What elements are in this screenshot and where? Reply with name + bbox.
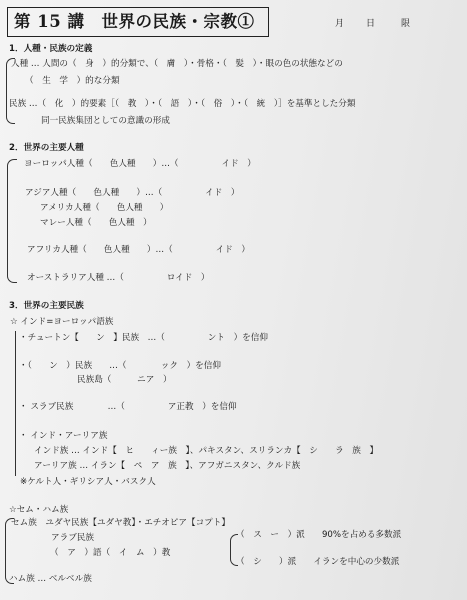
semito-hamitic-header: ☆セム・ハム族	[9, 505, 69, 515]
latin-islands-line: 民族島（ ニア ）	[77, 375, 172, 385]
section1-heading: 1．人種・民族の定義	[9, 44, 93, 54]
date-month: 月	[335, 19, 345, 29]
section2-heading: 2．世界の主要人種	[9, 143, 84, 153]
section3-heading: 3．世界の主要民族	[9, 301, 84, 311]
ethnic-definition-line2: 同一民族集団としての意識の形成	[41, 116, 170, 126]
arabic-islam-line: （ ア ）語（ イ ム ）教	[50, 548, 171, 558]
page-title: 第 15 講 世界の民族・宗教①	[14, 12, 255, 31]
date-period: 限	[401, 19, 411, 29]
race-definition-line2: （ 生 学 ）的な分類	[25, 76, 120, 86]
race-asia: アジア人種（ 色人種 ）…（ イド ）	[25, 188, 240, 198]
aryan-line: アーリア族 … イラン【 ペ ア 族 】、アフガニスタン、クルド族	[34, 461, 301, 471]
arab-line: アラブ民族	[51, 533, 94, 543]
sunni-line: （ ス ー ）派 90%を占める多数派	[236, 530, 402, 540]
race-australia: オーストラリア人種 …（ ロイド ）	[27, 273, 210, 283]
indo-european-header: ☆ インド=ヨーロッパ語族	[10, 317, 114, 327]
race-america: アメリカ人種（ 色人種 ）	[40, 203, 169, 213]
semitic-line: セム族 ユダヤ民族【ユダヤ教】・エチオピア【コプト】	[11, 518, 230, 528]
indo-aryan-header: ・ インド・アーリア族	[19, 431, 108, 441]
race-definition-line1: 人種 … 人間の（ 身 ）的分類で、（ 膚 ）・骨格・（ 髪 ）・眼の色の状態などの	[11, 59, 343, 69]
teuton-line: ・チュートン【 ン 】民族 …（ ント ）を信仰	[19, 333, 268, 343]
india-line: インド族 … インド【 ヒ ィー族 】、パキスタン、スリランカ【 シ ラ 族 】	[34, 446, 379, 456]
date-day: 日	[366, 19, 376, 29]
ethnic-definition-line1: 民族 …（ 化 ）的要素［（ 教 ）・（ 語 ）・（ 俗 ）・（ 統 ）］を基準とした分類	[9, 99, 356, 109]
slav-line: ・ スラブ民族 …（ ア正教 ）を信仰	[19, 402, 237, 412]
race-malay: マレー人種（ 色人種 ）	[40, 218, 152, 228]
race-africa: アフリカ人種（ 色人種 ）…（ イド ）	[27, 245, 251, 255]
latin-line: ・（ ン ）民族 …（ ック ）を信仰	[19, 361, 221, 371]
indo-european-bracket	[15, 331, 16, 476]
other-peoples-note: ※ケルト人・ギリシア人・バスク人	[20, 477, 156, 487]
section2-brace	[7, 159, 17, 283]
shia-line: （ シ ）派 イランを中心の少数派	[236, 557, 400, 567]
hamitic-line: ハム族 … ベルベル族	[9, 574, 92, 584]
race-europe: ヨーロッパ人種（ 色人種 ）…（ イド ）	[24, 159, 256, 169]
